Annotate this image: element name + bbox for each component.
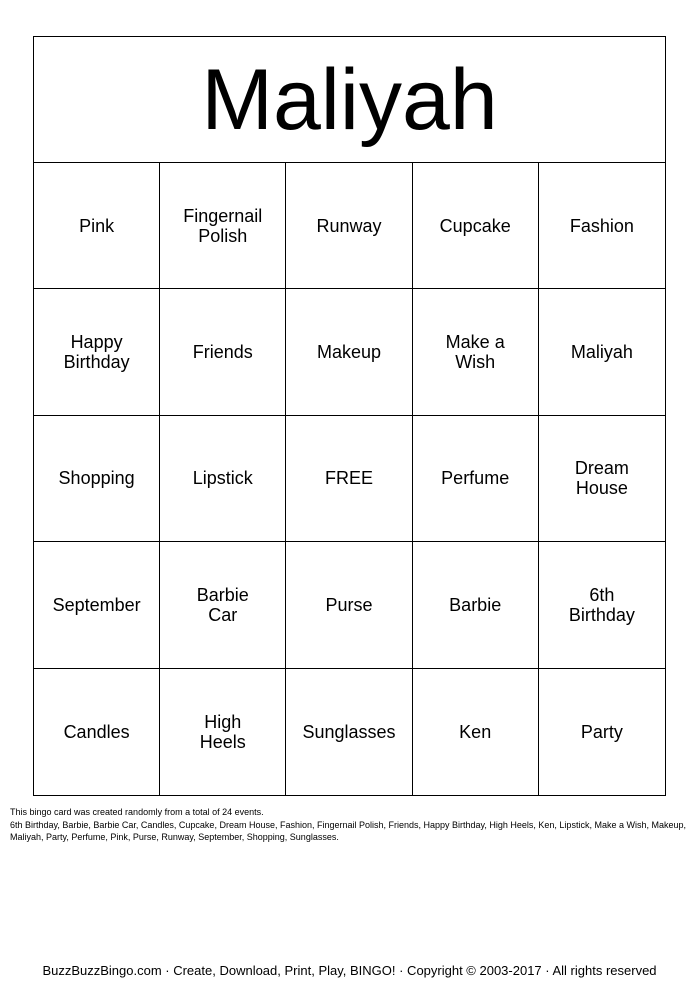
- bingo-cell: September: [34, 542, 160, 668]
- bingo-grid: [34, 163, 665, 795]
- bingo-cell: Barbie: [413, 542, 539, 668]
- bingo-cell: Runway: [286, 163, 412, 289]
- page-footer: BuzzBuzzBingo.com · Create, Download, Print, Play, BINGO! · Copyright © 2003-2017 · All rights reserved: [42, 963, 657, 978]
- bingo-cell: Party: [580, 721, 623, 742]
- notes-event-list: 6th Birthday, Barbie, Barbie Car, Candles, Cupcake, Dream House, Fashion, Fingernail Polish, Friends, Happy Birthday, High Heels, Ken, Lipstick, Make a Wish, Makeup, Maliyah, Party, Perfume, Pink, Purse, Runway, September, Shopping, Sunglasses.: [10, 819, 686, 842]
- bingo-cell: Barbie Car: [160, 542, 286, 668]
- bingo-cell: Purse: [286, 542, 412, 668]
- bingo-cell: Dream House: [539, 416, 665, 542]
- bingo-cell: Shopping: [34, 416, 160, 542]
- bingo-cell: High Heels: [160, 669, 286, 795]
- bingo-cell: Candles: [34, 669, 160, 795]
- card-title: Maliyah: [201, 51, 498, 148]
- bingo-cell: Cupcake: [413, 163, 539, 289]
- bingo-cell: Maliyah: [539, 289, 665, 415]
- bingo-cell: Pink: [34, 163, 160, 289]
- bingo-cell: Make a Wish: [413, 289, 539, 415]
- notes-summary: This bingo card was created randomly from a total of 24 events.: [10, 807, 264, 817]
- bingo-cell: Ken: [413, 669, 539, 795]
- bingo-cell: Perfume: [413, 416, 539, 542]
- bingo-cell: Fashion: [539, 163, 665, 289]
- bingo-cell: 6th Birthday: [539, 542, 665, 668]
- bingo-cell: Fingernail Polish: [160, 163, 286, 289]
- bingo-cell: Sunglasses: [286, 669, 412, 795]
- free-space-cell: FREE: [286, 416, 412, 542]
- card-title-cell: [34, 37, 665, 163]
- card-notes: [10, 806, 690, 844]
- bingo-cell: Happy Birthday: [34, 289, 160, 415]
- bingo-cell: Friends: [160, 289, 286, 415]
- bingo-card: [33, 36, 666, 796]
- bingo-cell: Lipstick: [160, 416, 286, 542]
- bingo-cell: Makeup: [286, 289, 412, 415]
